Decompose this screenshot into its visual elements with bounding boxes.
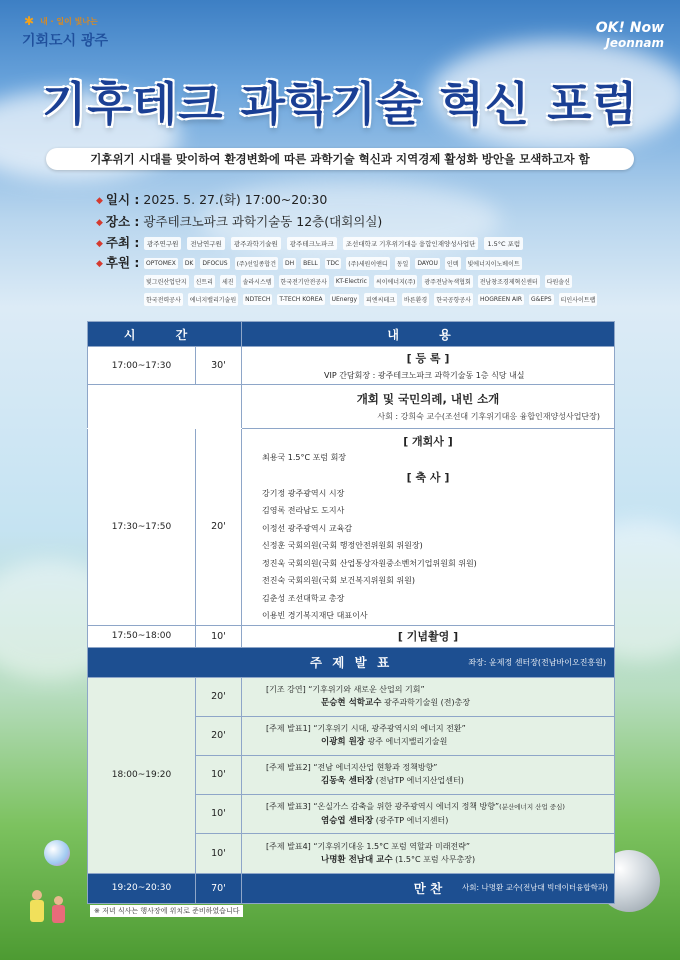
sponsor-logo: 솔라시스템 [241,275,274,288]
place-line: ◆ 장소 : 광주테크노파크 과학기술동 12층(대회의실) [96,214,383,229]
sponsor-logo: 빛그린산업단지 [144,275,189,288]
host-logos [144,233,529,252]
host-logo: 광주과학기술원 [231,237,281,250]
sponsor-logo: 인텍 [445,257,461,270]
sponsor-logo: 동일 [395,257,411,270]
header-time: 시 간 [88,322,242,347]
guest-item: 이용빈 경기복지재단 대표이사 [262,611,368,620]
sponsor-logo: DH [285,260,295,267]
table-row: 17:30~17:50 20' [ 개회사 ] 최용국 1.5°C 포럼 회장 [ 축 사 ] 강기정 광주광역시 시장 김영록 전라남도 도지사 이정선 광주광역시 교육감 신정훈 국회의원(국회 행정안전위원회 위원장) 정진욱 국회의원(국회 산업통상자원중소벤처기업위원회 위원) 전진숙 국회의원(국회 보건복지위원회 위원) 김춘성 조선대학교 총장 이용빈 경기복지재단 대표이사 [88,429,615,626]
page-title: 기후테크 과학기술 혁신 포럼 [41,77,639,131]
host-logo: 1.5°C 포럼 [484,237,523,250]
guest-item: 김춘성 조선대학교 총장 [262,593,345,603]
sponsor-logo: 에너지밸리기술원 [188,293,238,306]
sponsor-logo: 바른환경 [402,293,429,306]
host-label-line: ◆ 주최 : [96,235,140,250]
table-row: 10' [주제 발표4] “기후위기대응 1.5°C 포럼 역할과 미래전략” 나명환 전남대 교수 (1.5°C 포럼 사무총장) [88,833,615,873]
sponsor-logo: DAYOU [417,260,438,267]
date-line: ◆ 일시 : 2025. 5. 27.(화) 17:00~20:30 [96,192,328,207]
sponsor-logo: 피엔씨테크 [364,293,397,306]
schedule-header [88,322,615,347]
section-header: 주 제 발 표 좌장: 윤제정 센터장(전남바이오진흥원) [88,647,615,677]
sponsor-logo: 씨이에너지(주) [374,275,417,288]
sponsor-logos-row2 [144,271,577,290]
sponsor-logo: 광주전남녹색협회 [422,275,472,288]
sponsor-logo: (주)세원이앤디 [346,257,389,270]
host-logo: 광주테크노파크 [287,237,337,250]
footnote: ※ 저녁 식사는 행사장에 위치로 준비하였습니다 [90,905,243,917]
table-row: 10' [주제 발표3] “온실가스 감축을 위한 광주광역시 에너지 정책 방향”(분산에너지 산업 중심) 염승엽 센터장 (광주TP 에너지센터) [88,794,615,833]
sponsor-logo: 세진 [220,275,236,288]
table-row: 20' [주제 발표1] “기후위기 시대, 광주광역시의 에너지 전환” 이광희 원장 광주 에너지밸리기술원 [88,716,615,755]
kids-illustration [26,880,76,930]
sponsor-logo: KT-Electric [335,278,367,285]
sponsor-logo: UEnergy [331,296,358,303]
host-logo: 전남연구원 [187,237,224,250]
sponsor-label-line: ◆ 후원 : [96,255,140,270]
sponsor-logo: 한국전기안전공사 [279,275,329,288]
sponsor-logo: (주)선일종합건 [235,257,278,270]
sponsor-logo: G&EPS [531,296,552,303]
sponsor-logo: TDC [326,260,340,267]
gwangju-logo: ✱ 내 · 일이 빛나는 기회도시 광주 [22,14,109,49]
table-row: 17:50~18:00 10' [ 기념촬영 ] [88,625,615,647]
sponsor-logo: DFOCUS [202,260,228,267]
sponsor-logo: 한국전력공사 [144,293,183,306]
schedule-table [87,321,615,904]
sponsor-logo: 티인사이트랩 [559,293,598,306]
sponsor-logo: 신트리 [194,275,215,288]
host-logo: 조선대학교 기후위기대응 융합인재양성사업단 [343,237,479,250]
host-logo: 광주연구원 [144,237,181,250]
sponsor-logo: 다원솔신 [545,275,572,288]
bullet-icon: ◆ [96,196,103,206]
sponsor-logo: T-TECH KOREA [279,296,323,303]
table-row: 개회 및 국민의례, 내빈 소개 사회 : 강희숙 교수(조선대 기후위기대응 융합인재양성사업단장) [88,385,615,429]
sponsor-logo: NDTECH [245,296,271,303]
sponsor-logos-row3 [144,289,602,308]
table-row: 10' [주제 발표2] “전남 에너지산업 현황과 정책방향” 김동욱 센터장 (전남TP 에너지산업센터) [88,755,615,794]
table-row: 19:20~20:30 70' 만 찬 사회: 나명환 교수(전남대 빅데이터융합학과) [88,873,615,903]
bubble-illustration [44,840,70,866]
table-row: 17:00~17:30 30' [ 등 록 ] VIP 간담회장 : 광주테크노파크 과학기술동 1층 식당 내실 [88,347,615,385]
sponsor-logo: 전남창조경제혁신센터 [478,275,540,288]
guest-item: 신정훈 국회의원(국회 행정안전위원회 위원장) [262,541,423,550]
bullet-icon: ◆ [96,259,103,269]
bullet-icon: ◆ [96,218,103,228]
table-row: 18:00~19:20 20' [기조 강연] “기후위기와 새로운 산업의 기회” 문승현 석학교수 광주과학기술원 (전)총장 [88,677,615,716]
sponsor-logos-row1 [144,253,527,272]
guest-item: 이정선 광주광역시 교육감 [262,523,353,533]
sponsor-logo: DK [184,260,194,267]
star-icon: ✱ [24,14,35,28]
sponsor-logo: OPTOMEX [146,260,176,267]
sponsor-logo: BELL [303,260,318,267]
guest-item: 김영록 전라남도 도지사 [262,506,345,515]
jeonnam-logo: OK! Now Jeonnam [595,20,664,50]
guest-item: 정진욱 국회의원(국회 산업통상자원중소벤처기업위원회 위원) [262,558,477,568]
sponsor-logo: 한국공항공사 [434,293,473,306]
sponsor-logo: 빛에너지이노베이트 [466,257,522,270]
header-content: 내 용 [242,322,615,347]
guest-item: 전진숙 국회의원(국회 보건복지위원회 위원) [262,576,415,585]
guest-item: 강기정 광주광역시 시장 [262,488,345,498]
sponsor-logo: HOGREEN AIR [479,296,523,303]
bullet-icon: ◆ [96,239,103,249]
page-subtitle: 기후위기 시대를 맞이하여 환경변화에 따른 과학기술 혁신과 지역경제 활성화 방안을 모색하고자 함 [46,148,634,170]
